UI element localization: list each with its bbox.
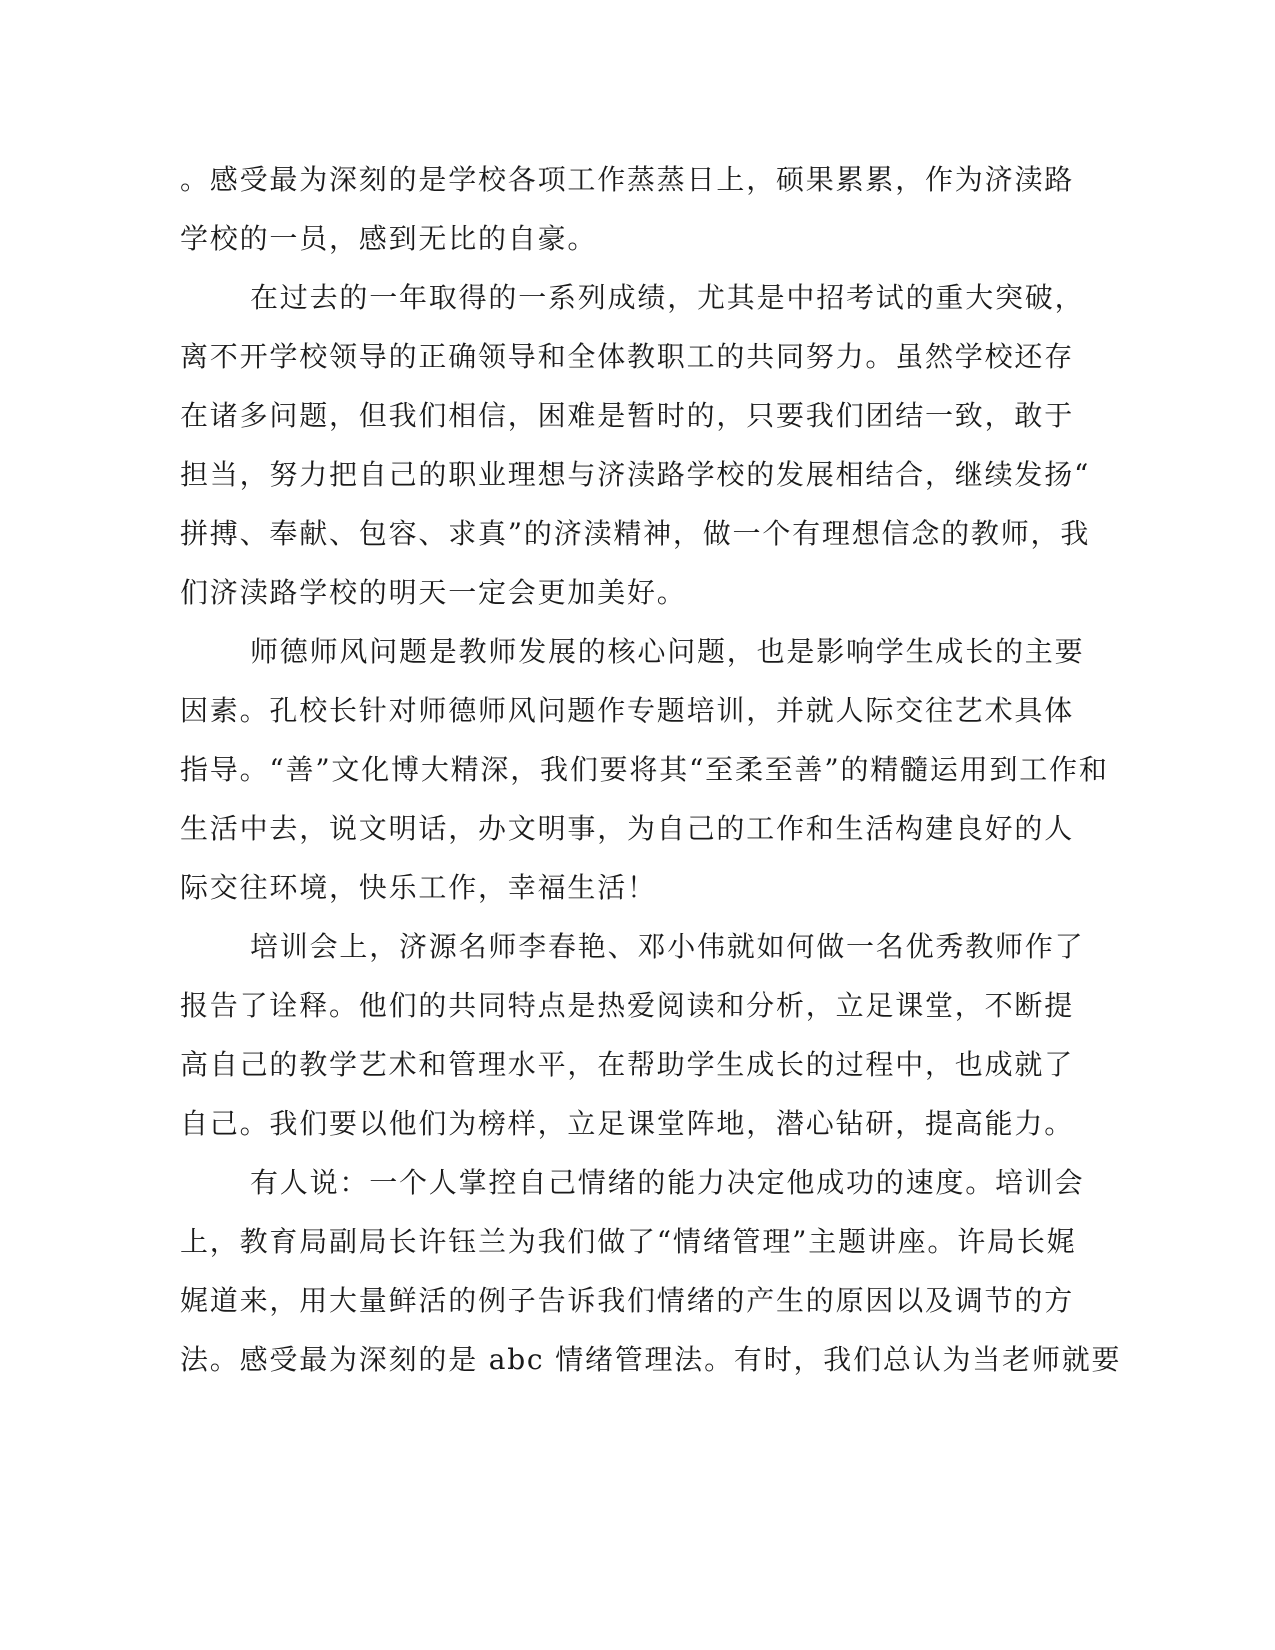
text-line: 拼搏、奉献、包容、求真”的济渎精神，做一个有理想信念的教师，我 [180, 517, 1091, 550]
text-line: 自己。我们要以他们为榜样，立足课堂阵地，潜心钻研，提高能力。 [180, 1107, 1075, 1140]
text-line: 生活中去，说文明话，办文明事，为自己的工作和生活构建良好的人 [180, 812, 1075, 845]
text-line: 在诸多问题，但我们相信，困难是暂时的，只要我们团结一致，敢于 [180, 399, 1075, 432]
text-line: 法。感受最为深刻的是 abc 情绪管理法。有时，我们总认为当老师就要 [180, 1343, 1122, 1376]
text-line: 际交往环境，快乐工作，幸福生活！ [180, 871, 657, 904]
text-line: 离不开学校领导的正确领导和全体教职工的共同努力。虽然学校还存 [180, 340, 1075, 373]
text-line: 上，教育局副局长许钰兰为我们做了“情绪管理”主题讲座。许局长娓 [180, 1225, 1077, 1258]
text-line: 。感受最为深刻的是学校各项工作蒸蒸日上，硕果累累，作为济渎路 [180, 163, 1075, 196]
text-line: 报告了诠释。他们的共同特点是热爱阅读和分析，立足课堂，不断提 [180, 989, 1075, 1022]
text-line: 学校的一员，感到无比的自豪。 [180, 222, 598, 255]
text-line: 高自己的教学艺术和管理水平，在帮助学生成长的过程中，也成就了 [180, 1048, 1075, 1081]
text-line: 娓道来，用大量鲜活的例子告诉我们情绪的产生的原因以及调节的方 [180, 1284, 1075, 1317]
body-text [180, 150, 1122, 1389]
text-line: 指导。“善”文化博大精深，我们要将其“至柔至善”的精髓运用到工作和 [180, 753, 1109, 786]
paragraph-first-line: 师德师风问题是教师发展的核心问题，也是影响学生成长的主要 [250, 635, 1085, 668]
text-line: 们济渎路学校的明天一定会更加美好。 [180, 576, 687, 609]
text-line: 担当，努力把自己的职业理想与济渎路学校的发展相结合，继续发扬“ [180, 458, 1091, 491]
paragraph-first-line: 有人说：一个人掌控自己情绪的能力决定他成功的速度。培训会 [250, 1166, 1085, 1199]
paragraph-first-line: 培训会上，济源名师李春艳、邓小伟就如何做一名优秀教师作了 [250, 930, 1085, 963]
text-line: 因素。孔校长针对师德师风问题作专题培训，并就人际交往艺术具体 [180, 694, 1075, 727]
paragraph-first-line: 在过去的一年取得的一系列成绩，尤其是中招考试的重大突破， [250, 281, 1085, 314]
